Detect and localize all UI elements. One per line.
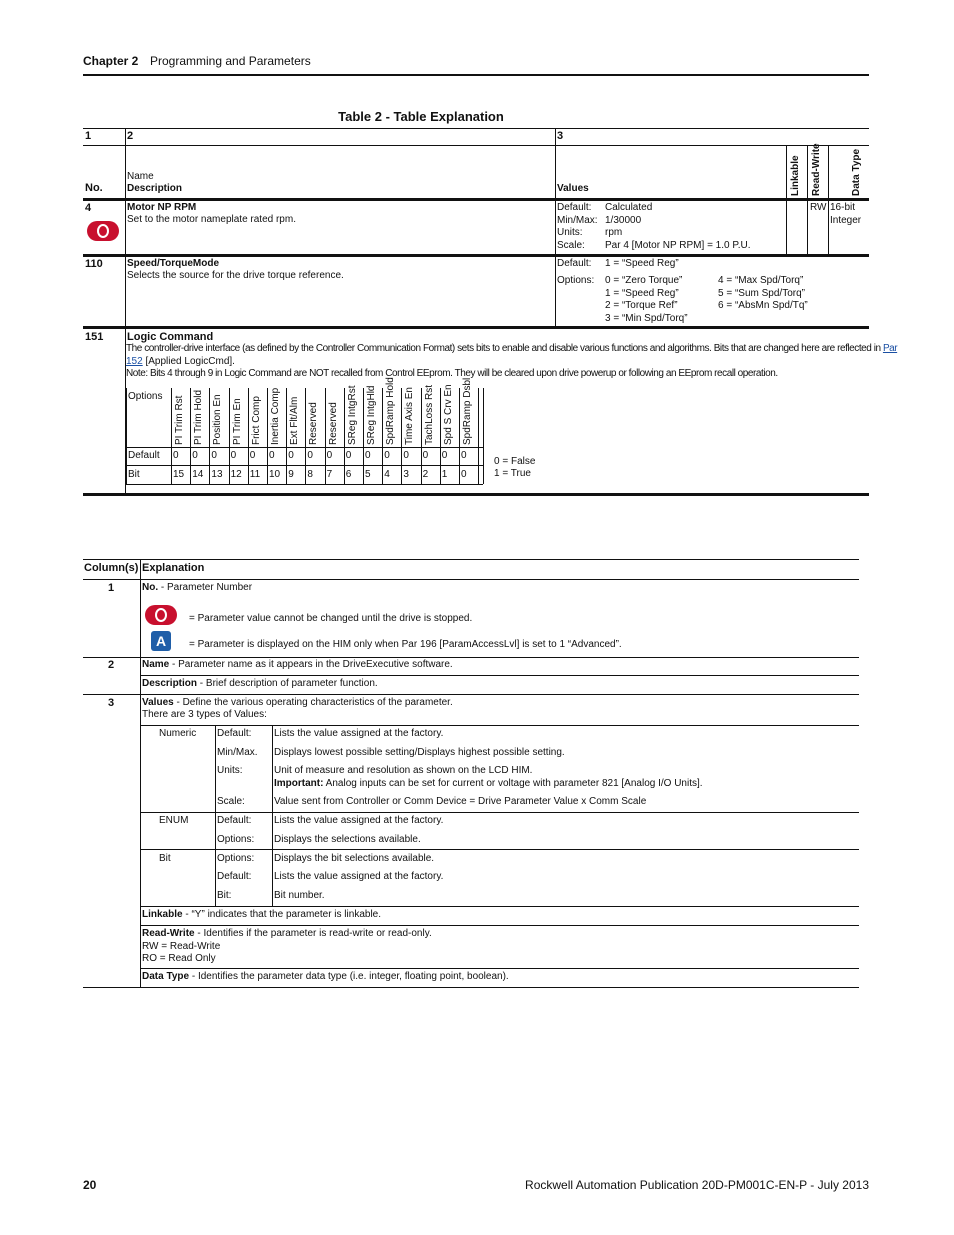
param-110-option: 4 = “Max Spd/Torq”: [718, 275, 804, 286]
bit-default: 0: [365, 450, 371, 461]
param-110-name: Speed/TorqueMode: [127, 258, 220, 269]
row-3-number: 3: [108, 697, 115, 709]
bit-number: 9: [288, 469, 294, 480]
bit-name: PI Trim Hold: [193, 389, 205, 445]
bit-options-label: Options:: [217, 853, 255, 864]
enum-default-label: Default:: [217, 815, 252, 826]
row-3-values: Values - Define the various operating characteristics of the parameter.: [142, 697, 453, 708]
bit-name: Spd S Crv En: [442, 384, 454, 445]
bit-name: Inertia Comp: [270, 387, 281, 445]
bit-name: PI Trim Rst: [174, 395, 185, 445]
param-4-label-default: Default:: [557, 202, 592, 213]
bit-number: 5: [365, 469, 371, 480]
explanation-table: [83, 559, 859, 989]
enum-options-label: Options:: [217, 834, 255, 845]
bit-number: 0: [461, 469, 467, 480]
bit-default: 0: [288, 450, 294, 461]
param-110-option: 1 = “Speed Reg”: [605, 287, 679, 299]
chapter-title: Programming and Parameters: [150, 54, 311, 68]
values-bit-label: Bit: [159, 853, 171, 864]
bit-default: 0: [403, 450, 409, 461]
col-number-2: 2: [127, 130, 134, 142]
bit-column-divider: [363, 388, 364, 484]
param-110-option: 6 = “AbsMn Spd/Tq”: [718, 300, 808, 311]
bit-name: Frict Comp: [250, 396, 262, 445]
bit-column-divider: [229, 388, 230, 484]
advanced-icon-explanation: = Parameter is displayed on the HIM only when Par 196 [ParamAccessLvl] is set to 1 “Advanced”.: [189, 639, 622, 650]
header-values: Values: [557, 183, 589, 194]
bit-default: 0: [345, 450, 352, 461]
bit-number: 2: [422, 469, 429, 480]
bits-default-label: Default: [128, 450, 160, 461]
header-explanation: Explanation: [142, 562, 205, 574]
bit-default: 0: [307, 450, 313, 461]
bit-options-text: Displays the bit selections available.: [274, 853, 435, 864]
param-151-note: Note: Bits 4 through 9 in Logic Command are NOT recalled from Control EEprom. They will be cleared upon drive powerup or following an EEprom recall operation.: [126, 368, 778, 379]
chapter-label: Chapter 2: [83, 54, 139, 68]
bit-default: 0: [230, 450, 237, 461]
param-110-description: Selects the source for the drive torque reference.: [127, 270, 344, 281]
bit-number: 8: [307, 469, 313, 480]
numeric-minmax-label: Min/Max.: [217, 747, 258, 758]
param-110-value-default: 1 = “Speed Reg”: [605, 258, 679, 269]
row-1-text: No. - Parameter Number: [142, 582, 253, 593]
par-152-link-cont[interactable]: 152: [126, 355, 143, 367]
bit-number: 11: [249, 469, 261, 480]
param-110-option: 0 = “Zero Torque”: [605, 275, 683, 286]
param-110-option: 5 = “Sum Spd/Torq”: [718, 287, 805, 299]
row-3-values-types: There are 3 types of Values:: [142, 709, 267, 720]
bit-column-divider: [401, 388, 402, 484]
bit-name: SReg IntgRst: [346, 385, 358, 445]
bits-options-label: Options: [128, 391, 163, 402]
row-2-description: Description - Brief description of parameter function.: [142, 678, 378, 689]
param-4-read-write: RW: [810, 202, 827, 213]
numeric-scale-text: Value sent from Controller or Comm Device = Drive Parameter Value x Comm Scale: [274, 796, 647, 807]
stop-icon: [145, 605, 177, 625]
header-columns: Column(s): [84, 562, 139, 574]
bit-number: 12: [230, 469, 242, 480]
bit-name: Reserved: [327, 402, 339, 445]
bit-column-divider: [248, 388, 249, 484]
numeric-units-text: Unit of measure and resolution as shown on the LCD HIM.: [274, 765, 533, 776]
bit-column-divider: [190, 388, 191, 484]
numeric-units-label: Units:: [217, 765, 243, 776]
bit-column-divider: [344, 388, 345, 484]
numeric-important-text: Important: Analog inputs can be set for current or voltage with parameter 821 [Analog I/O Units].: [274, 777, 703, 789]
read-write-explanation: Read-Write - Identifies if the parameter is read-write or read-only.: [142, 928, 432, 939]
param-151-description: The controller-drive interface (as defined by the Controller Communication Format) sets bits to enable and disable various functions and algorithms. Bits that are changed here are reflected in Par: [126, 343, 898, 354]
enum-options-text: Displays the selections available.: [274, 834, 421, 845]
bit-default: 0: [326, 450, 333, 461]
table-title: Table 2 - Table Explanation: [338, 109, 504, 124]
bit-name: Position En: [212, 394, 224, 445]
bit-name: TachLoss Rst: [423, 384, 435, 445]
param-4-value-scale: Par 4 [Motor NP RPM] = 1.0 P.U.: [605, 239, 751, 251]
param-110-option: 2 = “Torque Ref”: [605, 300, 678, 311]
param-151-name: Logic Command: [127, 331, 214, 343]
param-4-number: 4: [85, 202, 92, 214]
bit-default-text: Lists the value assigned at the factory.: [274, 871, 444, 882]
numeric-minmax-text: Displays lowest possible setting/Displays highest possible setting.: [274, 747, 565, 758]
param-110-option: 3 = “Min Spd/Torq”: [605, 312, 688, 324]
page-number: 20: [83, 1178, 97, 1192]
bit-default: 0: [173, 450, 179, 461]
param-4-value-default: Calculated: [605, 202, 653, 213]
header-description: Description: [127, 183, 183, 194]
values-enum-label: ENUM: [159, 815, 189, 826]
bit-column-divider: [305, 388, 306, 484]
bit-name: Ext Flt/Alm: [289, 396, 301, 445]
publication-info: Rockwell Automation Publication 20D-PM001C-EN-P - July 2013: [525, 1178, 869, 1192]
header-data-type: Data Type: [851, 148, 862, 196]
read-write-rw: RW = Read-Write: [142, 940, 221, 952]
bits-legend-false: 0 = False: [494, 456, 536, 467]
header-rule: [83, 74, 869, 76]
param-4-data-type-1: 16-bit: [830, 202, 856, 213]
bit-number: 7: [326, 469, 333, 480]
bit-number: 13: [211, 469, 223, 480]
enum-default-text: Lists the value assigned at the factory.: [274, 815, 444, 826]
bit-number: 4: [384, 469, 390, 480]
bit-name: PI Trim En: [231, 398, 243, 445]
col-number-3: 3: [557, 130, 564, 142]
advanced-icon: A: [151, 631, 171, 651]
param-4-name: Motor NP RPM: [127, 202, 197, 213]
param-110-label-options: Options:: [557, 275, 595, 286]
bit-column-divider: [459, 388, 460, 484]
bit-default: 0: [461, 450, 467, 461]
param-110-number: 110: [85, 258, 103, 270]
par-152-link[interactable]: Par: [882, 343, 898, 354]
bit-column-divider: [382, 388, 383, 484]
param-151-description-cont: 152 [Applied LogicCmd].: [126, 355, 235, 367]
bit-name: Time Axis En: [404, 387, 416, 445]
bit-column-divider: [325, 388, 326, 484]
bit-column-divider: [171, 388, 172, 484]
param-110-label-default: Default:: [557, 258, 592, 269]
param-4-value-units: rpm: [605, 227, 623, 238]
bit-number: 6: [345, 469, 352, 480]
param-4-value-minmax: 1/30000: [605, 214, 642, 226]
param-4-label-units: Units:: [557, 227, 583, 238]
row-1-number: 1: [108, 582, 115, 594]
bit-column-divider: [209, 388, 210, 484]
stop-icon: [87, 221, 119, 241]
bit-default: 0: [211, 450, 217, 461]
bit-bit-label: Bit:: [217, 890, 232, 901]
numeric-default-label: Default:: [217, 728, 252, 739]
bit-default: 0: [441, 450, 448, 461]
param-4-label-scale: Scale:: [557, 239, 585, 251]
param-4-label-minmax: Min/Max:: [557, 214, 598, 226]
param-4-description: Set to the motor nameplate rated rpm.: [127, 214, 296, 225]
param-4-data-type-2: Integer: [830, 214, 862, 226]
numeric-scale-label: Scale:: [217, 796, 245, 807]
header-read-write: Read-Write: [811, 143, 822, 196]
bit-bit-text: Bit number.: [274, 890, 325, 901]
bits-bit-label: Bit: [128, 469, 140, 480]
bit-default: 0: [249, 450, 256, 461]
col-number-1: 1: [85, 130, 92, 142]
bit-name: SpdRamp Dsbl: [462, 377, 473, 445]
stop-icon-explanation: = Parameter value cannot be changed until the drive is stopped.: [189, 613, 473, 624]
bit-number: 14: [192, 469, 204, 480]
header-linkable: Linkable: [790, 155, 801, 196]
bit-default-label: Default:: [217, 871, 252, 882]
row-2-name: Name - Parameter name as it appears in the DriveExecutive software.: [142, 659, 453, 670]
param-151-number: 151: [85, 331, 104, 343]
bit-default: 0: [192, 450, 198, 461]
bits-legend-true: 1 = True: [494, 468, 531, 479]
header-name: Name: [127, 171, 154, 182]
numeric-default-text: Lists the value assigned at the factory.: [274, 728, 444, 739]
bit-column-divider: [267, 388, 268, 484]
bit-default: 0: [269, 450, 275, 461]
bit-name: SReg IntgHld: [366, 385, 377, 445]
bit-name: SpdRamp Hold: [385, 377, 397, 445]
bit-number: 3: [403, 469, 409, 480]
bit-default: 0: [422, 450, 429, 461]
linkable-explanation: Linkable - “Y” indicates that the parameter is linkable.: [142, 909, 382, 920]
header-no: No.: [85, 182, 103, 194]
bit-name: Reserved: [308, 402, 320, 445]
row-2-number: 2: [108, 659, 115, 671]
bit-column-divider: [478, 388, 479, 484]
bit-column-divider: [286, 388, 287, 484]
data-type-explanation: Data Type - Identifies the parameter data type (i.e. integer, floating point, boolean).: [142, 971, 509, 982]
bit-default: 0: [384, 450, 390, 461]
bit-number: 10: [269, 469, 281, 480]
bit-number: 15: [173, 469, 185, 480]
bit-number: 1: [441, 469, 448, 480]
bit-column-divider: [440, 388, 441, 484]
bit-column-divider: [421, 388, 422, 484]
values-numeric-label: Numeric: [159, 728, 197, 739]
read-write-ro: RO = Read Only: [142, 953, 216, 964]
